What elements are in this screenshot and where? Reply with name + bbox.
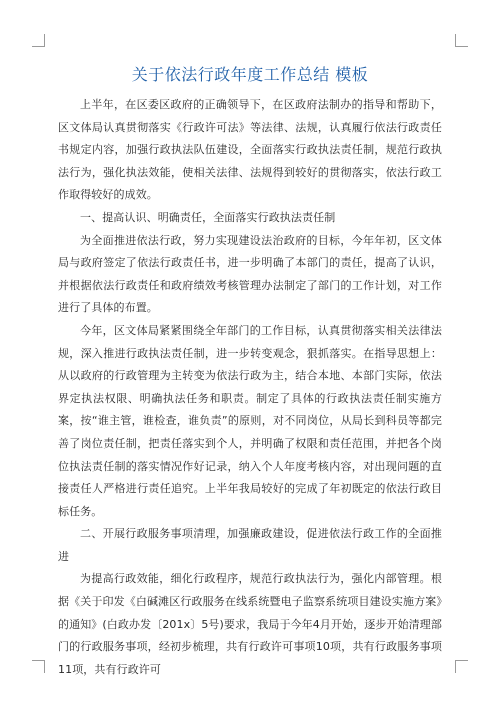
section-heading-2: 二、开展行政服务事项清理，加强廉政建设，促进依法行政工作的全面推进 (58, 527, 442, 563)
crop-mark-bottom-right (455, 660, 468, 673)
crop-mark-top-right (455, 34, 468, 47)
body-paragraph: 为提高行政效能，细化行政程序，规范行政执法行为，强化内部管理。根据《关于印发《白碱滩区行政服务在线系统暨电子监察系统项目建设实施方案》的通知》(白政办发〔201x〕5号)要求，我局于今年4月开始，逐步开始清理部门的行政服务事项，经初步梳理，共有行政许可事项10项，共有行政服务事项11项，共有行政许可 (58, 572, 442, 676)
document-body (58, 94, 442, 681)
body-paragraph: 今年，区文体局紧紧围绕全年部门的工作目标，认真贯彻落实相关法律法规，深入推进行政执法责任制，进一步转变观念，狠抓落实。在指导思想上：从以政府的行政管理为主转变为依法行政为主，结合本地、本部门实际，依法界定执法权限、明确执法任务和职责。制定了具体的行政执法责任制实施方案，按“谁主管，谁检查，谁负责”的原则，对不同岗位，从局长到科员等都完善了岗位责任制，把责任落实到个人，并明确了权限和责任范围，并把各个岗位执法责任制的落实情况作好记录，纳入个人年度考核内容，对出现问题的直接责任人严格进行责任追究。上半年我局较好的完成了年初既定的依法行政目标任务。 (58, 323, 442, 518)
section-heading-1: 一、提高认识、明确责任，全面落实行政执法责任制 (80, 210, 336, 224)
crop-mark-bottom-left (32, 660, 45, 673)
crop-mark-top-left (32, 34, 45, 47)
intro-paragraph: 上半年，在区委区政府的正确领导下，在区政府法制办的指导和帮助下，区文体局认真贯彻落实《行政许可法》等法律、法规，认真履行依法行政责任书规定内容，加强行政执法队伍建设，全面落实行政执法责任制，规范行政执法行为，强化执法效能，使相关法律、法规得到较好的贯彻落实，依法行政工作取得较好的成效。 (58, 98, 442, 202)
body-paragraph: 为全面推进依法行政，努力实现建设法治政府的目标，今年年初，区文体局与政府签定了依法行政责任书，进一步明确了本部门的责任，提高了认识，并根据依法行政责任和政府绩效考核管理办法制定了部门的工作计划，对工作进行了具体的布置。 (58, 233, 442, 315)
document-title: 关于依法行政年度工作总结 模板 (131, 65, 369, 84)
